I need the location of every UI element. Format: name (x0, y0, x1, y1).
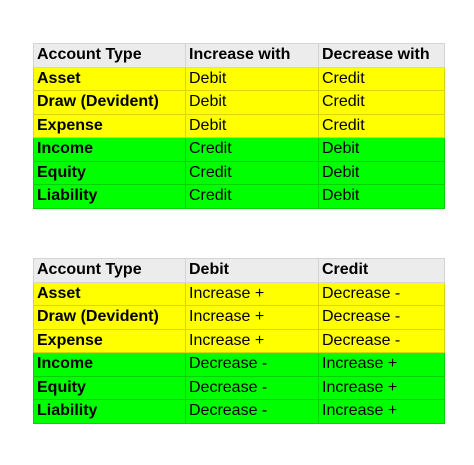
credit-cell: Increase + (319, 353, 445, 377)
header-cell: Account Type (34, 44, 186, 68)
account-type-cell: Liability (34, 185, 186, 209)
increase-cell: Credit (186, 138, 319, 162)
table-row (34, 114, 445, 138)
debit-credit-table (33, 258, 445, 424)
account-type-cell: Income (34, 353, 186, 377)
credit-cell: Decrease - (319, 306, 445, 330)
header-cell: Decrease with (319, 44, 445, 68)
debit-cell: Decrease - (186, 400, 319, 424)
table-row (34, 185, 445, 209)
header-cell: Increase with (186, 44, 319, 68)
table-row (34, 161, 445, 185)
account-type-cell: Draw (Devident) (34, 306, 186, 330)
debit-cell: Increase + (186, 329, 319, 353)
decrease-cell: Credit (319, 114, 445, 138)
header-cell: Account Type (34, 259, 186, 283)
table-row (34, 376, 445, 400)
decrease-cell: Credit (319, 91, 445, 115)
debit-cell: Increase + (186, 306, 319, 330)
header-cell: Credit (319, 259, 445, 283)
increase-cell: Debit (186, 91, 319, 115)
increase-cell: Debit (186, 114, 319, 138)
account-type-cell: Equity (34, 161, 186, 185)
decrease-cell: Debit (319, 138, 445, 162)
account-type-cell: Income (34, 138, 186, 162)
header-row (34, 259, 445, 283)
table-row (34, 353, 445, 377)
debit-cell: Increase + (186, 282, 319, 306)
debit-cell: Decrease - (186, 353, 319, 377)
account-type-cell: Asset (34, 67, 186, 91)
account-type-cell: Draw (Devident) (34, 91, 186, 115)
header-row (34, 44, 445, 68)
credit-cell: Decrease - (319, 282, 445, 306)
table-row (34, 67, 445, 91)
account-type-cell: Equity (34, 376, 186, 400)
credit-cell: Increase + (319, 376, 445, 400)
increase-cell: Debit (186, 67, 319, 91)
table-row (34, 282, 445, 306)
account-type-cell: Liability (34, 400, 186, 424)
decrease-cell: Credit (319, 67, 445, 91)
table-row (34, 400, 445, 424)
credit-cell: Decrease - (319, 329, 445, 353)
header-cell: Debit (186, 259, 319, 283)
table-row (34, 138, 445, 162)
increase-decrease-table (33, 43, 445, 209)
credit-cell: Increase + (319, 400, 445, 424)
account-type-cell: Expense (34, 329, 186, 353)
decrease-cell: Debit (319, 185, 445, 209)
table-row (34, 329, 445, 353)
decrease-cell: Debit (319, 161, 445, 185)
debit-cell: Decrease - (186, 376, 319, 400)
table-row (34, 91, 445, 115)
account-type-cell: Expense (34, 114, 186, 138)
increase-cell: Credit (186, 185, 319, 209)
table-row (34, 306, 445, 330)
account-type-cell: Asset (34, 282, 186, 306)
increase-cell: Credit (186, 161, 319, 185)
